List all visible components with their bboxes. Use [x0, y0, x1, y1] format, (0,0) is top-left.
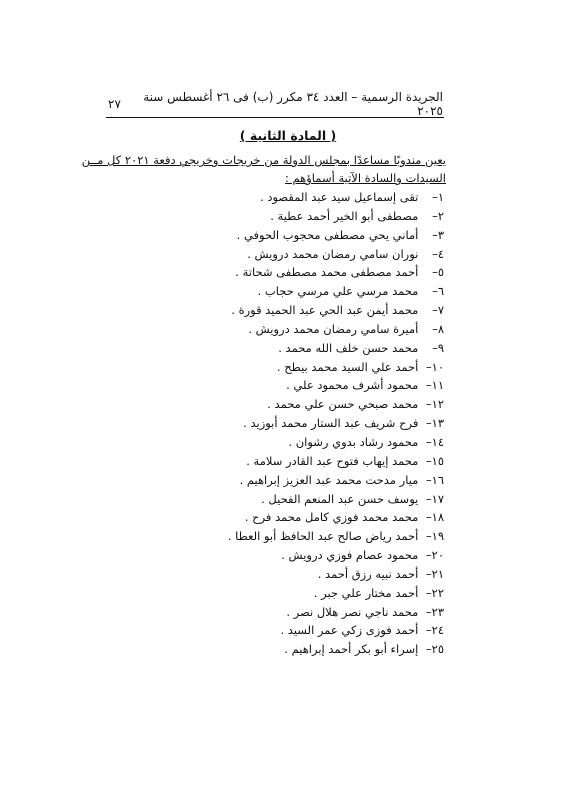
list-item-number: ١٥–: [425, 453, 444, 468]
list-item-name: محمد محمد فوزي كامل محمد فرح .: [244, 510, 419, 525]
list-item-number: ٢–: [432, 208, 444, 223]
list-item-name: نوران سامي رمضان محمد درويش .: [247, 246, 419, 261]
list-item-number: ١٦–: [425, 472, 444, 487]
list-item: [144, 320, 444, 339]
intro-line-1: يعين مندوبًا مساعدًا بمجلس الدولة من خريجات وخريجي دفعة ٢٠٢١ كل مــن: [81, 153, 446, 167]
list-item: [144, 471, 444, 490]
list-item: [144, 621, 444, 640]
list-item-number: ٢٤–: [425, 623, 444, 638]
list-item: [144, 207, 444, 226]
list-item: [144, 188, 444, 207]
list-item: [144, 546, 444, 565]
list-item-number: ٦–: [432, 284, 444, 299]
list-item-name: محمد ناجي نصر هلال نصر .: [286, 604, 419, 619]
list-item-name: أميرة سامي رمضان محمد درويش .: [248, 321, 419, 336]
list-item-name: أحمد مختار علي جبر .: [313, 585, 419, 600]
list-item-number: ١٢–: [425, 397, 444, 412]
list-item-name: تقى إسماعيل سيد عبد المقصود .: [260, 190, 419, 204]
list-item-number: ٢٣–: [425, 604, 444, 619]
list-item-number: ٢٥–: [425, 642, 444, 657]
list-item-number: ١٠–: [425, 359, 444, 374]
list-item-name: ميار مدحت محمد عبد العزيز إبراهيم .: [239, 472, 419, 487]
list-item-name: محمود عصام فوزي درويش .: [281, 548, 419, 563]
list-item-name: إسراء أبو بكر أحمد إبراهيم .: [284, 642, 419, 657]
list-item-name: أحمد نبيه رزق أحمد .: [317, 566, 419, 581]
list-item-name: محمد مرسي علي مرسي حجاب .: [257, 284, 419, 299]
list-item-name: فرح شريف عبد الستار محمد أبوزيد .: [243, 416, 419, 431]
gazette-title: الجريدة الرسمية – العدد ٣٤ مكرر (ب) فى ٢٦ أغسطس سنة ٢٠٢٥: [143, 90, 443, 118]
list-item-number: ١٩–: [425, 529, 444, 544]
list-item: [144, 527, 444, 546]
list-item-name: أحمد علي السيد محمد بيطح .: [276, 359, 419, 374]
list-item: [144, 282, 444, 301]
list-item-name: محمد أيمن عبد الحي عبد الحميد قورة .: [231, 303, 419, 318]
page-number: ٢٧: [108, 97, 121, 111]
list-item: [144, 508, 444, 527]
list-item-name: محمد حسن خلف الله محمد .: [278, 340, 419, 355]
list-item: [144, 452, 444, 471]
appointees-list: [144, 188, 444, 659]
intro-line-2: السيدات والسادة الآتية أسماؤهم :: [285, 171, 446, 185]
list-item: [144, 490, 444, 509]
list-item: [144, 301, 444, 320]
list-item-number: ٢٢–: [425, 585, 444, 600]
list-item-number: ٢١–: [425, 566, 444, 581]
list-item-number: ٩–: [432, 340, 444, 355]
list-item: [144, 414, 444, 433]
list-item-number: ١٤–: [425, 434, 444, 449]
list-item-name: أماني يحي مصطفى محجوب الحوفي .: [236, 227, 419, 242]
list-item-name: أحمد رياض صالح عبد الحافظ أبو العطا .: [227, 529, 419, 544]
page-header: [108, 90, 443, 118]
list-item-number: ١١–: [425, 378, 444, 393]
list-item-number: ٧–: [432, 303, 444, 318]
list-item: [144, 640, 444, 659]
list-item: [144, 565, 444, 584]
list-item: [144, 603, 444, 622]
list-item: [144, 358, 444, 377]
list-item: [144, 395, 444, 414]
list-item-number: ٤–: [432, 246, 444, 261]
list-item-number: ٨–: [432, 321, 444, 336]
list-item: [144, 433, 444, 452]
list-item-name: أحمد مصطفى محمد مصطفى شحاتة .: [235, 265, 419, 280]
header-divider: [106, 117, 444, 118]
list-item: [144, 584, 444, 603]
list-item-name: محمود أشرف محمود علي .: [286, 378, 419, 393]
list-item-name: محمود رشاد بدوي رشوان .: [288, 434, 419, 449]
list-item-number: ٢٠–: [425, 548, 444, 563]
list-item-number: ١٨–: [425, 510, 444, 525]
list-item: [144, 263, 444, 282]
list-item-number: ٣–: [432, 227, 444, 242]
list-item: [144, 376, 444, 395]
list-item-name: أحمد فوزى زكي عمر السيد .: [280, 623, 419, 638]
list-item-name: مصطفى أبو الخير أحمد عطية .: [270, 208, 419, 223]
list-item: [144, 245, 444, 264]
intro-paragraph: [81, 151, 446, 187]
list-item-name: محمد صبحي حسن علي محمد .: [267, 397, 419, 412]
list-item-name: يوسف حسن عبد المنعم الفحيل .: [261, 491, 419, 506]
section-title: ( المادة الثانية ): [239, 128, 337, 143]
list-item-name: محمد إيهاب فتوح عبد القادر سلامة .: [246, 453, 419, 468]
list-item: [144, 339, 444, 358]
list-item: [144, 226, 444, 245]
list-item-number: ١٣–: [425, 416, 444, 431]
list-item-number: ١–: [432, 190, 444, 204]
list-item-number: ١٧–: [425, 491, 444, 506]
list-item-number: ٥–: [432, 265, 444, 280]
